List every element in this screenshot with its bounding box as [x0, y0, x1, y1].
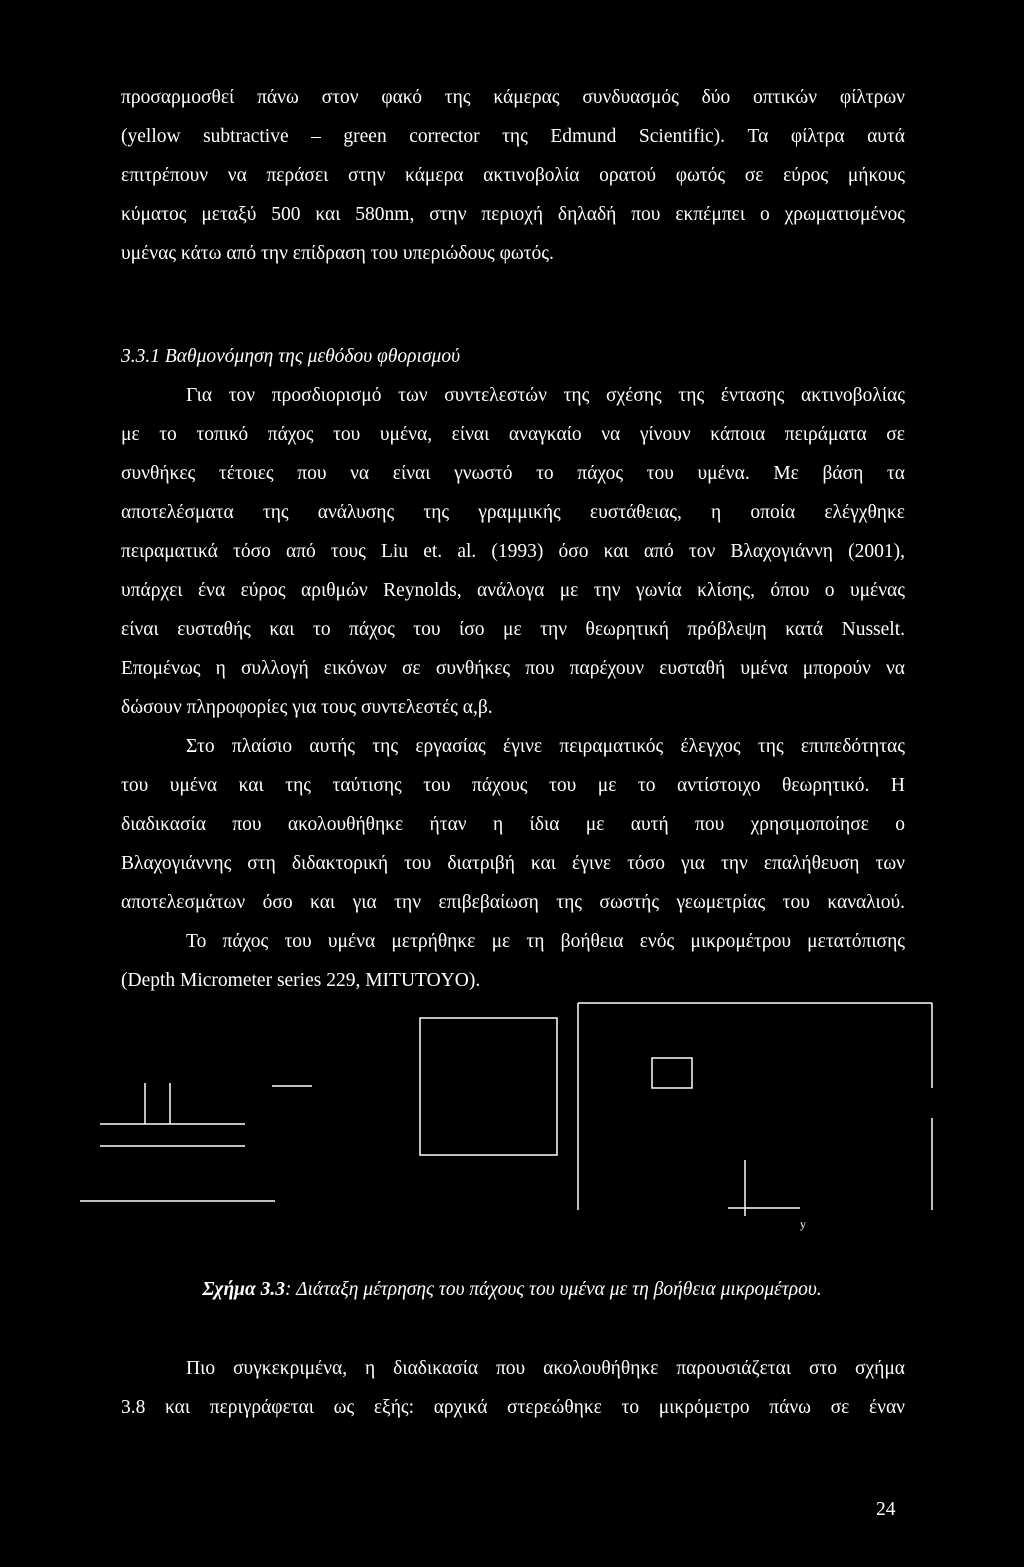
page-number: 24 — [876, 1499, 896, 1520]
figure-caption-text: : Διάταξη μέτρησης του πάχους του υμένα με τη βοήθεια μικρομέτρου. — [285, 1279, 822, 1300]
text-line: Βλαχογιάννης στη διδακτορική του διατριβή και έγινε τόσο για την επαλήθευση των — [121, 853, 905, 874]
text-line: 3.8 και περιγράφεται ως εξής: αρχικά στερεώθηκε το μικρόμετρο πάνω σε έναν — [121, 1397, 905, 1418]
text-line: υμένας κάτω από την επίδραση του υπεριώδους φωτός. — [121, 243, 554, 264]
text-line: Για τον προσδιορισμό των συντελεστών της σχέσης της έντασης ακτινοβολίας — [186, 385, 905, 406]
text-line: αποτελεσμάτων όσο και για την επιβεβαίωση της σωστής γεωμετρίας του καναλιού. — [121, 892, 905, 913]
figure-caption — [0, 1278, 1024, 1302]
text-line: υπάρχει ένα εύρος αριθμών Reynolds, ανάλογα με την γωνία κλίσης, όπου ο υμένας — [121, 580, 905, 601]
text-line: Πιο συγκεκριμένα, η διαδικασία που ακολουθήθηκε παρουσιάζεται στο σχήμα — [186, 1358, 905, 1379]
text-line: πειραματικά τόσο από τους Liu et. al. (1993) όσο και από τον Βλαχογιάννη (2001), — [121, 541, 905, 562]
small-square — [652, 1058, 692, 1088]
text-line: προσαρμοσθεί πάνω στον φακό της κάμερας συνδυασμός δύο οπτικών φίλτρων — [121, 87, 905, 108]
text-line: (Depth Micrometer series 229, MITUTOYO). — [121, 970, 481, 991]
text-line: με το τοπικό πάχος του υμένα, είναι αναγκαίο να γίνουν κάποια πειράματα σε — [121, 424, 905, 445]
text-line: δώσουν πληροφορίες για τους συντελεστές α,β. — [121, 697, 493, 718]
text-line: αποτελέσματα της ανάλυσης της γραμμικής ευστάθειας, η οποία ελέγχθηκε — [121, 502, 905, 523]
text-line: Στο πλαίσιο αυτής της εργασίας έγινε πειραματικός έλεγχος της επιπεδότητας — [186, 736, 905, 757]
text-line: κύματος μεταξύ 500 και 580nm, στην περιοχή δηλαδή που εκπέμπει ο χρωματισμένος — [121, 204, 905, 225]
text-line: του υμένα και της ταύτισης του πάχους του με το αντίστοιχο θεωρητικό. Η — [121, 775, 905, 796]
text-line: συνθήκες τέτοιες που να είναι γνωστό το πάχος του υμένα. Με βάση τα — [121, 463, 905, 484]
figure-caption-label: Σχήμα 3.3 — [202, 1279, 286, 1300]
text-line: (yellow subtractive – green corrector της Edmund Scientific). Τα φίλτρα αυτά — [121, 126, 905, 147]
text-line: Επομένως η συλλογή εικόνων σε συνθήκες που παρέχουν ευσταθή υμένα μπορούν να — [121, 658, 905, 679]
section-heading: 3.3.1 Βαθμονόμηση της μεθόδου φθορισμού — [121, 346, 461, 367]
axis-label-y: y — [800, 1217, 806, 1231]
text-line: διαδικασία που ακολουθήθηκε ήταν η ίδια με αυτή που χρησιμοποίησε ο — [121, 814, 905, 835]
large-square — [420, 1018, 557, 1155]
text-line: Το πάχος του υμένα μετρήθηκε με τη βοήθεια ενός μικρομέτρου μετατόπισης — [186, 931, 905, 952]
text-line: επιτρέπουν να περάσει στην κάμερα ακτινοβολία ορατού φωτός σε εύρος μήκους — [121, 165, 905, 186]
text-line: είναι ευσταθής και το πάχος του ίσο με την θεωρητική πρόβλεψη κατά Nusselt. — [121, 619, 905, 640]
